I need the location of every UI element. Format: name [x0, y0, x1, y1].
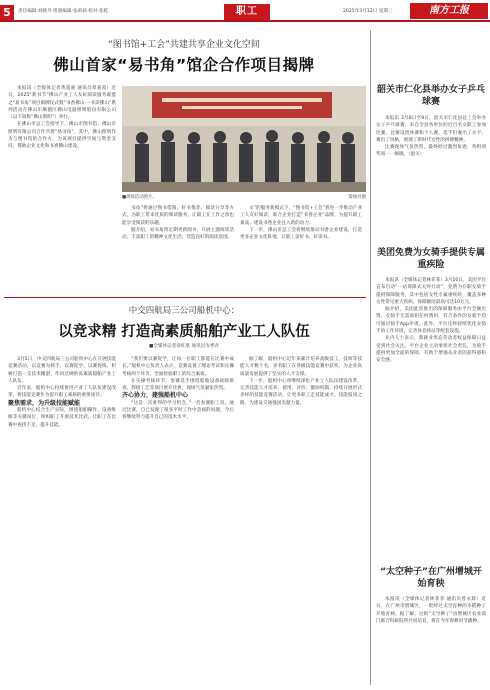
paragraph: “我们要以赛促学，让每一位职工都能在比赛中成长。”船机中心负责人表示，竞赛设置了理论考试和实操考核两个环节，全面检验职工的综合素质。	[122, 357, 234, 377]
paragraph: 据介绍，美团此次推出的保障服务由平台全额出资，女骑手无需承担任何费用，符合条件的女骑手均可通过骑手App申请。此外，平台还将持续优化女骑手的工作环境，完善休息驿站等配套设施。	[376, 307, 486, 335]
article1-column-3	[240, 205, 362, 241]
paragraph: 比赛现场气氛热烈，最终经过激烈角逐，各组别奖项一一揭晓。（韶关）	[376, 145, 486, 158]
article2-column-1	[8, 356, 116, 429]
sidebar-story3-body	[376, 596, 486, 625]
paragraph: 本报讯 3月8日至9日，韶关市仁化县总工会举办女子乒乓球赛，来自全县各单位的近百名女职工参加比赛。比赛设团体赛和个人赛，选手们赛出了水平、赛出了风格，展现了新时代女性的拼搏精神。	[376, 116, 486, 143]
paragraph: 下一步，船机中心将继续深化产业工人队伍建设改革，完善技能人才培养、使用、评价、激励机制，持续开展形式多样的技能竞赛活动，让更多职工走技能成才、技能报国之路，为建设交通强国贡献力量。	[240, 378, 362, 406]
photo-caption-row	[122, 194, 366, 200]
photo-credit: 黎俊祥摄	[348, 195, 366, 200]
paragraph: 书角”将通过图书借阅、好书推荐、阅读分享等方式，为职工带来优质的阅读服务，让职工在工作之余也能享受阅读的乐趣。	[122, 206, 234, 226]
paragraph: 下一步，佛山市总工会将继续推动书香企业建设，打造更多企业文化阵地，让职工读好书、好读书。	[240, 227, 362, 241]
section-label: 职工	[224, 4, 270, 20]
editor-line: 责任编辑:刘晓丹 组版编辑:张莉莉 校对:张乾	[18, 9, 109, 14]
event-photo-illustration	[122, 86, 366, 192]
paragraph: 近年来，船机中心持续推进产业工人队伍建设改革，将技能竞赛作为提升职工素质的重要途径。	[8, 386, 116, 399]
sidebar-story1-title: 韶关市仁化县举办女子乒乓球赛	[376, 85, 485, 107]
paragraph: 业内人士表示，新就业形态劳动者权益保障日益受到社会关注，平台企业主动承担社会责任，为骑手提供更加全面的保障，有助于增强从业者的获得感和安全感。	[376, 336, 486, 364]
article1-column-1	[8, 85, 116, 151]
paragraph: 据了解，船机中心近年来累计培养高级技工、技师等技能人才数十名，多名职工在各级技能竞赛中获奖，为企业高质量发展提供了坚实的人才支撑。	[240, 357, 362, 377]
sidebar-story2-title: 美团免费为女骑手提供专属重疾险	[376, 248, 485, 270]
header-rule	[0, 20, 490, 22]
paragraph: 本报讯（全媒体记者黄超嘉 通讯员覃嘉茵）近日，2025“新书节”佛山产业工人友好阅读服务联盟之“易书角”项目揭牌仪式暨“书香佛山·一书读佛山”系列活动在佛山市顺德区佛山电器照明股份有限公司（以下简称“佛山照明”）举行。	[8, 86, 116, 121]
section-heading: 齐心协力，建强船机中心	[122, 392, 189, 400]
page-header	[0, 0, 490, 22]
article2-divider	[4, 297, 366, 298]
issue-date: 2025年3月12日 星期三	[343, 9, 393, 14]
article2-subtitle: 中交四航局三公司船机中心：	[128, 306, 240, 316]
paragraph: 据介绍，易书角将定期更新图书，开展主题阅读活动，丰富职工的精神文化生活，营造良好的阅读氛围。	[122, 227, 234, 241]
article1-photo	[122, 86, 366, 192]
masthead-logo: 南方工报	[410, 3, 488, 19]
sidebar-story1-body	[376, 115, 486, 159]
article2-column-2	[122, 356, 234, 422]
paragraph: 本报讯（全媒体记者林菲菲 通讯员曾永辉）近日，在广州市增城区，一批经过太空育种的水稻种子开始育秧。据了解，这批“太空种子”由增城区农业部门联合科研院所共同培育，将在今年春耕时节播种。	[376, 597, 486, 624]
article1-column-2	[122, 205, 234, 241]
article1-subtitle: “图书馆+工会”共建共享企业文化空间	[108, 40, 260, 50]
paragraph: 在佛山市总工会指导下，佛山市图书馆、佛山市照明有限公司合作共建“易书角”，其中，佛山照明作为与图书馆的合作方，为该项目提供空间与资金支持，帮助企业文化和书香佛山建设。	[8, 122, 116, 150]
column-divider	[370, 30, 371, 685]
paragraph: 本报讯（全媒体记者林菲菲）3月10日，美团平台宣布启动“一站保障式关怀行动”，免费为在职女骑手提供保障服务，其中包括女性专属重疾险，覆盖多种女性常见重大疾病，保障额度最高可达10万元。	[376, 278, 486, 305]
paragraph: 船机中心结合生产实际，围绕船舶操作、设备维修等关键岗位，组织职工开展技术比武，让职工在比赛中查找不足、提升技能。	[8, 408, 116, 428]
article2-column-3	[240, 356, 362, 407]
paragraph: “这是一次难得的学习机会。”一名参赛职工说，通过比赛，自己发现了很多平时工作中忽视的问题，今后将继续努力提升自己的技术水平。	[122, 400, 234, 421]
sidebar-story3-title: “太空种子”在广州增城开始育秧	[380, 567, 482, 589]
section-heading: 聚焦需求，为升级技能赋能	[8, 399, 81, 407]
paragraph: 在实操考核环节，参赛选手围绕船舶设备故障排查、焊接工艺等项目展开比拼，现场气氛紧张热烈。	[122, 378, 234, 392]
sidebar-story2-body	[376, 277, 486, 365]
article1-title: 佛山首家“易书角”馆企合作项目揭牌	[53, 56, 315, 74]
article2-title: 以竞求精 打造高素质船舶产业工人队伍	[58, 324, 310, 340]
paragraph: 文”的服务新模式下，“图书馆+工会”将进一步推动产业工人友好阅读，联合企业打造“书香企业”品牌，为提升职工素质、建设书香企业注入新的动力。	[240, 206, 362, 226]
page-number: 5	[0, 5, 14, 20]
photo-caption: ■现场活动照片。	[122, 195, 157, 200]
paragraph: 3月5日，中交四航局三公司船机中心在开展技能竞赛活动，以竞赛为抓手，以赛促学、以赛促练，积极打造一支技术精湛、作风过硬的高素质船舶产业工人队伍。	[8, 357, 116, 384]
article2-byline: ■全媒体记者徐旺康 通讯员岑季青	[148, 344, 220, 349]
